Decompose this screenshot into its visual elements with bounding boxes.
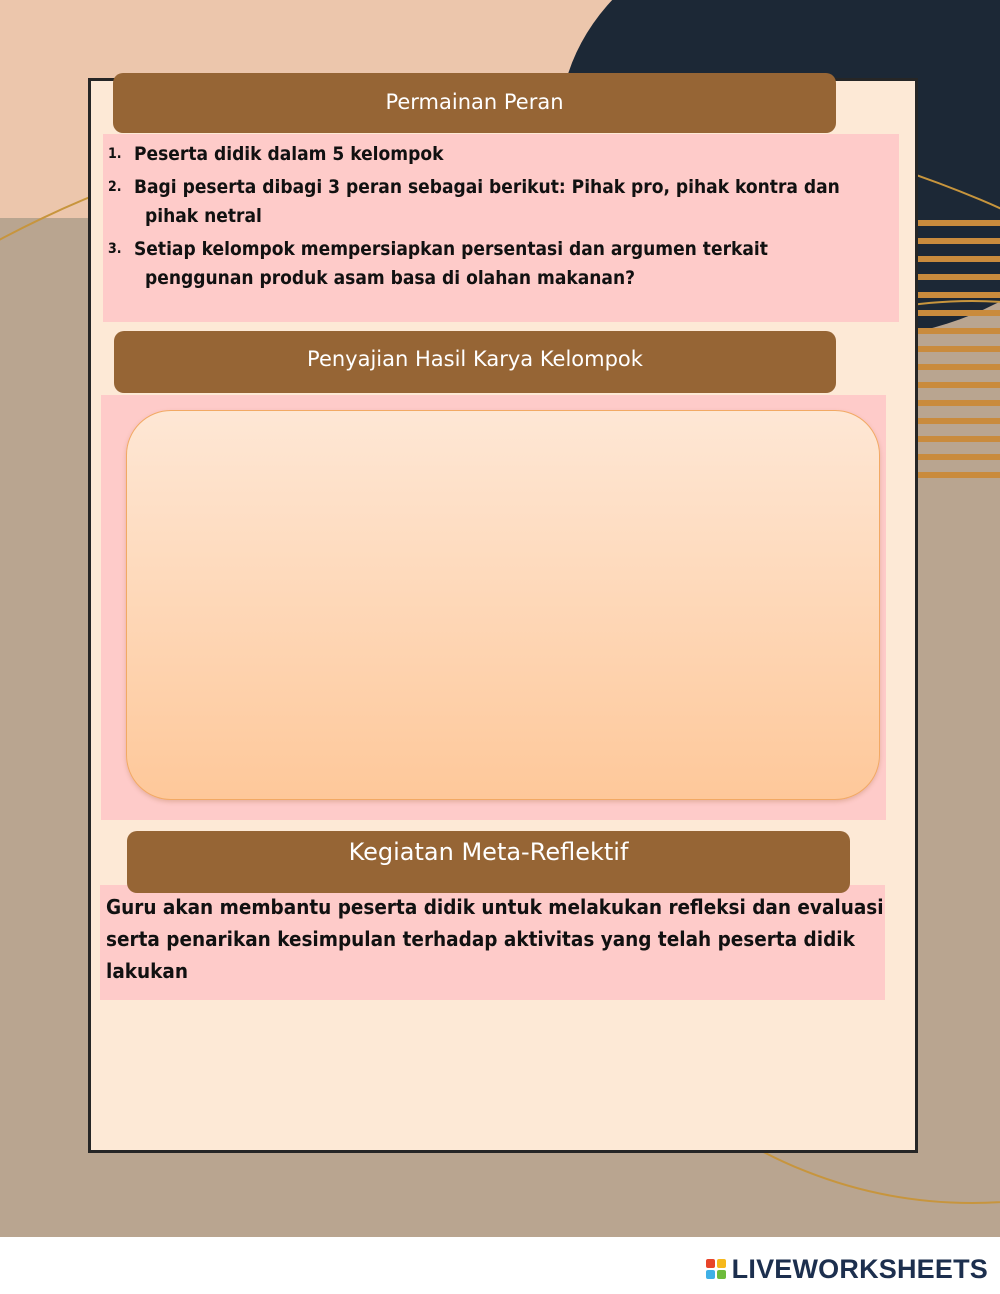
role-play-steps: [108, 138, 888, 295]
logo-square: [717, 1259, 726, 1268]
step-item: [108, 233, 888, 295]
step-text: Setiap kelompok mempersiapkan persentasi dan argumen terkait: [134, 238, 768, 260]
presentation-display-box: [126, 410, 880, 800]
reflection-text: Guru akan membantu peserta didik untuk melakukan refleksi dan evaluasi serta penarikan kesimpulan terhadap aktivitas yang telah peserta didik lakukan: [106, 895, 884, 983]
liveworksheets-logo[interactable]: [706, 1254, 988, 1285]
step-number: 1.: [108, 146, 122, 162]
reflection-title: Kegiatan Meta-Reflektif: [127, 831, 850, 893]
role-play-title: Permainan Peran: [113, 73, 836, 133]
step-text: Bagi peserta dibagi 3 peran sebagai berikut: Pihak pro, pihak kontra dan: [134, 176, 840, 198]
logo-square: [706, 1259, 715, 1268]
logo-text: LIVEWORKSHEETS: [731, 1254, 988, 1284]
step-text-continued: pihak netral: [145, 205, 262, 227]
step-text: Peserta didik dalam 5 kelompok: [134, 143, 444, 165]
liveworksheets-icon: [706, 1259, 728, 1281]
step-item: [108, 138, 888, 171]
logo-square: [706, 1270, 715, 1279]
logo-square: [717, 1270, 726, 1279]
step-number: 2.: [108, 179, 122, 195]
step-number: 3.: [108, 241, 122, 257]
step-text-continued: penggunan produk asam basa di olahan makanan?: [145, 267, 636, 289]
step-item: [108, 171, 888, 233]
presentation-title: Penyajian Hasil Karya Kelompok: [114, 331, 836, 393]
